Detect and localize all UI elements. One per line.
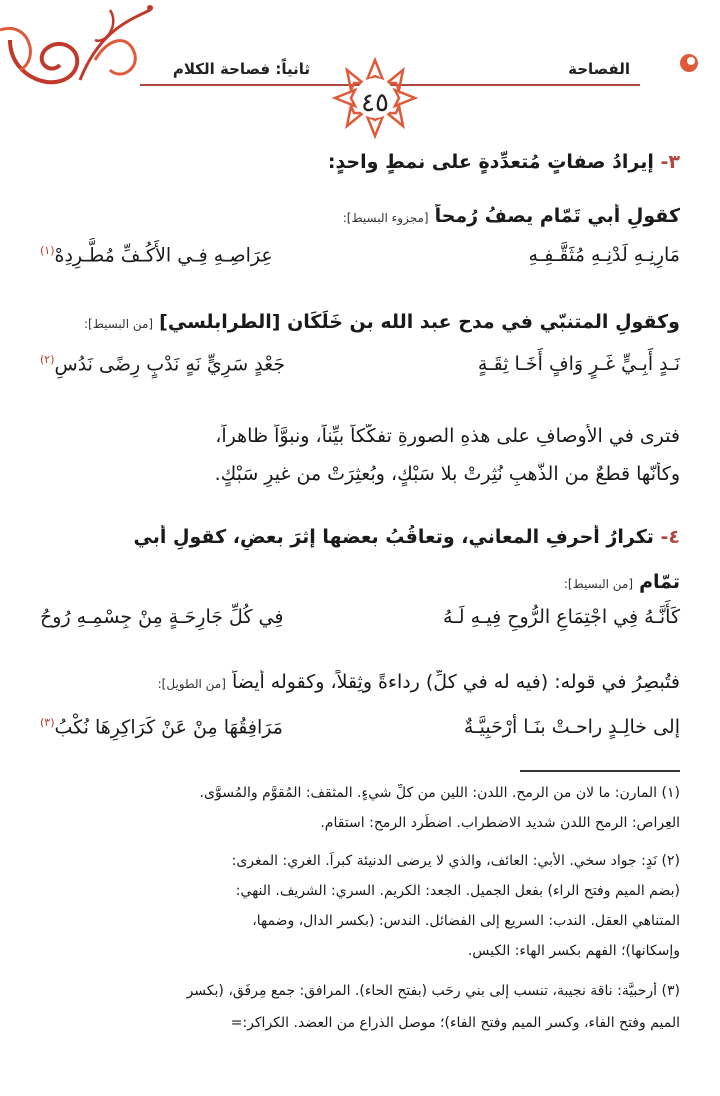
verse-2-left-text: جَعْدٍ سَرِيٍّ نَهٍ نَدْبٍ رِضًى نَدُسِ bbox=[54, 353, 286, 376]
section-title: ثانياً: فصاحة الكلام bbox=[172, 60, 310, 78]
footnote-1-line-1: (١) المارن: ما لان من الرمح. اللدن: اللين من كلِّ شيءٍ. المثقف: المُقوَّم والمُسوَّى. bbox=[199, 785, 680, 801]
footnote-1-line-2: العِراص: الرمح اللدن شديد الاضطراب. اضطِّرد الرمح: استقام. bbox=[320, 815, 680, 831]
verse-3-left-hemistich: فِي كُلِّ جَارِحَـةٍ مِنْ جِسْمِـهِ رُوحُ bbox=[40, 606, 284, 628]
item-4-number: ٤- bbox=[660, 526, 680, 548]
observation-line bbox=[40, 670, 680, 695]
footnote-2-line-2: (بضم الميم وفتح الراء) بفعل الجميل. الجعد: الكريم. السري: الشريف. النهي: bbox=[235, 883, 680, 899]
verse-4-right-hemistich: إلى خالِـدٍ راحـتْ بنَـا أرْحَبِيَّـةٌ bbox=[463, 716, 680, 738]
footnote-ref-3: (٣) bbox=[40, 716, 55, 729]
footnote-ref-1: (١) bbox=[40, 244, 55, 257]
verse-3-right-hemistich: كَأَنَّـهُ فِي اجْتِمَاعِ الرُّوحِ فِيـهِ لَـهُ bbox=[443, 606, 680, 628]
item-4-heading bbox=[40, 525, 680, 550]
corner-ornament-icon bbox=[678, 52, 700, 74]
commentary-line-1: فترى في الأوصافِ على هذهِ الصورةِ تفكُّكاً بيِّناً، ونبوَّاً ظاهراً، bbox=[215, 425, 680, 447]
page-header bbox=[0, 0, 720, 150]
mutanabbi-intro bbox=[40, 310, 680, 335]
chapter-title: الفصاحة bbox=[568, 60, 630, 78]
verse-1-left-hemistich bbox=[40, 244, 273, 266]
abu-tammam-intro-text: كقولِ أبي تَمّام يصفُ رُمحاً bbox=[434, 205, 680, 227]
footnote-2-line-3: المتناهي العقل. الندب: السريع إلى الفضائل. الندس: (بكسر الدال، وضمها، bbox=[252, 913, 680, 929]
abu-tammam-intro bbox=[40, 204, 680, 229]
page-number: ٤٥ bbox=[361, 88, 389, 118]
footnote-2-line-4: وإسكانها)؛ الفهم بكسر الهاء: الكيس. bbox=[467, 943, 680, 959]
verse-1-left-text: عِرَاصِـهِ فِـي الأَكُـفِّ مُطَّـرِدِهْ bbox=[54, 244, 273, 267]
item-3-number: ٣- bbox=[660, 151, 680, 173]
item-4-heading-cont bbox=[40, 570, 680, 595]
item-3-heading bbox=[40, 150, 680, 175]
floral-swirl-ornament-icon bbox=[0, 0, 170, 120]
verse-2-right-hemistich: نَـدٍ أَبِـيٍّ غَـرٍ وَافٍ أَخَـا ثِقَـةٍ bbox=[477, 353, 680, 375]
mutanabbi-intro-text: وكقولِ المتنبّي في مدح عبد الله بن خَلِّكَان [الطرابلسي] bbox=[159, 311, 680, 333]
verse-4-left-text: مَرَافِقُهَا مِنْ عَنْ كَرَاكِرِهَا نُكْبُ bbox=[54, 716, 283, 739]
commentary-line-2: وكأنّها قطعٌ من الذَّهبِ نُثِرتْ بلا سَبْكٍ، وبُعثِرَتْ من غيرِ سَبْكٍ. bbox=[214, 463, 680, 485]
item-4-heading-cont-text: تمّام bbox=[639, 571, 680, 593]
footnote-2-line-1: (٢) نَدٍ: جواد سخي. الأبي: العائف، والذي لا يرضى الدنيئة كبراً. الغري: المغرى: bbox=[231, 853, 680, 869]
footnote-separator bbox=[520, 770, 680, 772]
footnote-ref-2: (٢) bbox=[40, 353, 55, 366]
item-3-heading-text: إيرادُ صفاتٍ مُتعدِّدةٍ على نمطٍ واحدٍ: bbox=[327, 151, 654, 173]
verse-1-right-hemistich: مَارِنِـهِ لَدْنِـهِ مُثَقَّـفِـهِ bbox=[528, 244, 680, 266]
footnote-3-line-2: الميم وفتح الفاء، وكسر الميم وفتح الفاء)؛ موصل الذراع من العضد. الكراكر:= bbox=[230, 1015, 680, 1031]
abu-tammam-meter: [مجزوء البسيط]: bbox=[342, 211, 429, 225]
verse-2-left-hemistich bbox=[40, 353, 285, 375]
item-4-heading-text: تكرارُ أحرفِ المعاني، وتعاقُبُ بعضها إثرَ بعضٍ، كقولِ أبي bbox=[133, 526, 654, 548]
observation-meter: [من الطويل]: bbox=[157, 677, 226, 691]
verse-4-left-hemistich bbox=[40, 716, 283, 738]
mutanabbi-meter: [من البسيط]: bbox=[83, 317, 154, 331]
footnote-3-line-1: (٣) أرحبيَّة: ناقة نجيبة، تنسب إلى بني رحَب (بفتح الحاء). المرافق: جمع مِرفَق، (بكسر bbox=[186, 983, 680, 999]
item-4-meter: [من البسيط]: bbox=[563, 577, 634, 591]
observation-text: فتُبصِرُ في قوله: (فيه له في كلِّ) رداءةً وثِقلاً، وكقوله أيضاً bbox=[231, 671, 680, 693]
